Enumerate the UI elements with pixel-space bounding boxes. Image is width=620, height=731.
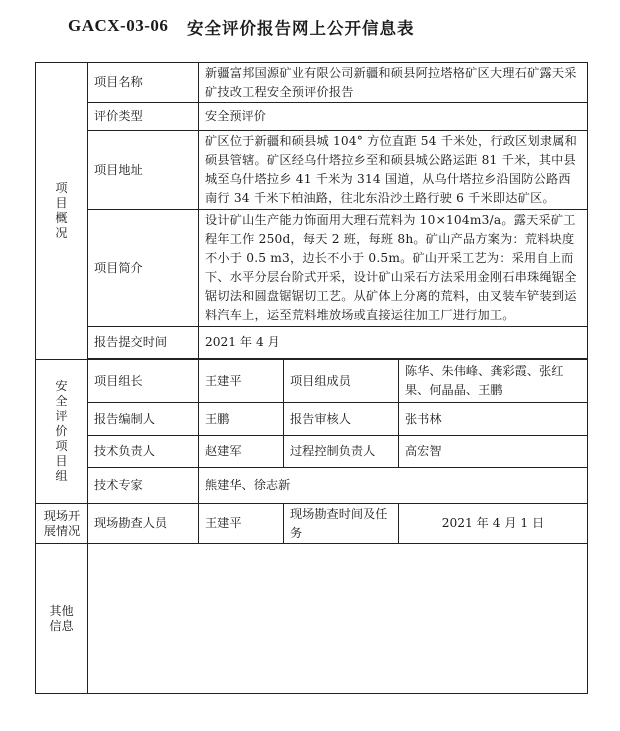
eval-type-value: 安全预评价 <box>199 103 588 131</box>
team-members-label: 项目组成员 <box>284 360 399 403</box>
team-leader-label: 项目组长 <box>88 360 199 403</box>
table-row <box>36 131 588 210</box>
project-address-value: 矿区位于新疆和硕县城 104° 方位直距 54 千米处，行政区划隶属和硕县管辖。矿区经乌什塔拉乡至和硕县城公路运距 81 千米，其中县城至乌什塔拉乡 41 千米为 314 国道，从乌什塔拉乡沿国防公路西南行 34 千米下柏油路，往北东沿沙土路行驶 6 千米即达矿区。 <box>199 131 588 210</box>
section-other-info: 其他信息 <box>36 544 88 694</box>
table-row <box>36 360 588 403</box>
tech-experts-value: 熊建华、徐志新 <box>199 468 588 504</box>
info-table <box>35 62 588 694</box>
project-intro-label: 项目简介 <box>88 210 199 327</box>
site-time-value: 2021 年 4 月 1 日 <box>399 504 588 544</box>
eval-type-label: 评价类型 <box>88 103 199 131</box>
table-row <box>36 327 588 359</box>
table-row <box>36 403 588 436</box>
form-code: GACX-03-06 <box>68 16 169 35</box>
table-row <box>36 436 588 468</box>
table-row <box>36 468 588 504</box>
tech-experts-label: 技术专家 <box>88 468 199 504</box>
tech-lead-label: 技术负责人 <box>88 436 199 468</box>
project-name-label: 项目名称 <box>88 63 199 103</box>
table-row <box>36 103 588 131</box>
report-reviewer-label: 报告审核人 <box>284 403 399 436</box>
table-row <box>36 210 588 327</box>
document-header <box>0 10 620 40</box>
project-intro-value: 设计矿山生产能力饰面用大理石荒料为 10×104m3/a。露天采矿工程年工作 250d，每天 2 班，每班 8h。矿山产品方案为：荒料块度不小于 0.5 m3，边长不小于 0.5m。矿山开采工艺为：采用自上而下、水平分层台阶式开采，设计矿山采石方法采用金刚石串珠绳锯全锯切法和圆盘锯锯切工艺。从矿体上分离的荒料，由叉装车铲装到运料汽车上，运至荒料堆放场或直接运往加工厂进行加工。 <box>199 210 588 327</box>
submit-date-value: 2021 年 4 月 <box>199 327 588 359</box>
section-safety-team: 安全评价项目组 <box>36 360 88 504</box>
form-title: 安全评价报告网上公开信息表 <box>187 19 415 38</box>
table-row <box>36 63 588 103</box>
team-members-value: 陈华、朱伟峰、龚彩霞、张红果、何晶晶、王鹏 <box>399 360 588 403</box>
table-row <box>36 504 588 544</box>
submit-date-label: 报告提交时间 <box>88 327 199 359</box>
site-time-label: 现场勘查时间及任务 <box>284 504 399 544</box>
site-inspector-label: 现场勘查人员 <box>88 504 199 544</box>
tech-lead-value: 赵建军 <box>199 436 284 468</box>
report-author-value: 王鹏 <box>199 403 284 436</box>
section-project-overview: 项目概况 <box>36 63 88 360</box>
process-control-label: 过程控制负责人 <box>284 436 399 468</box>
site-inspector-value: 王建平 <box>199 504 284 544</box>
other-info-value <box>88 544 588 694</box>
report-reviewer-value: 张书林 <box>399 403 588 436</box>
project-address-label: 项目地址 <box>88 131 199 210</box>
section-site-work: 现场开展情况 <box>36 504 88 544</box>
report-author-label: 报告编制人 <box>88 403 199 436</box>
team-leader-value: 王建平 <box>199 360 284 403</box>
project-name-value: 新疆富邦国源矿业有限公司新疆和硕县阿拉塔格矿区大理石矿露天采矿技改工程安全预评价报告 <box>199 63 588 103</box>
table-row <box>36 544 588 694</box>
process-control-value: 高宏智 <box>399 436 588 468</box>
